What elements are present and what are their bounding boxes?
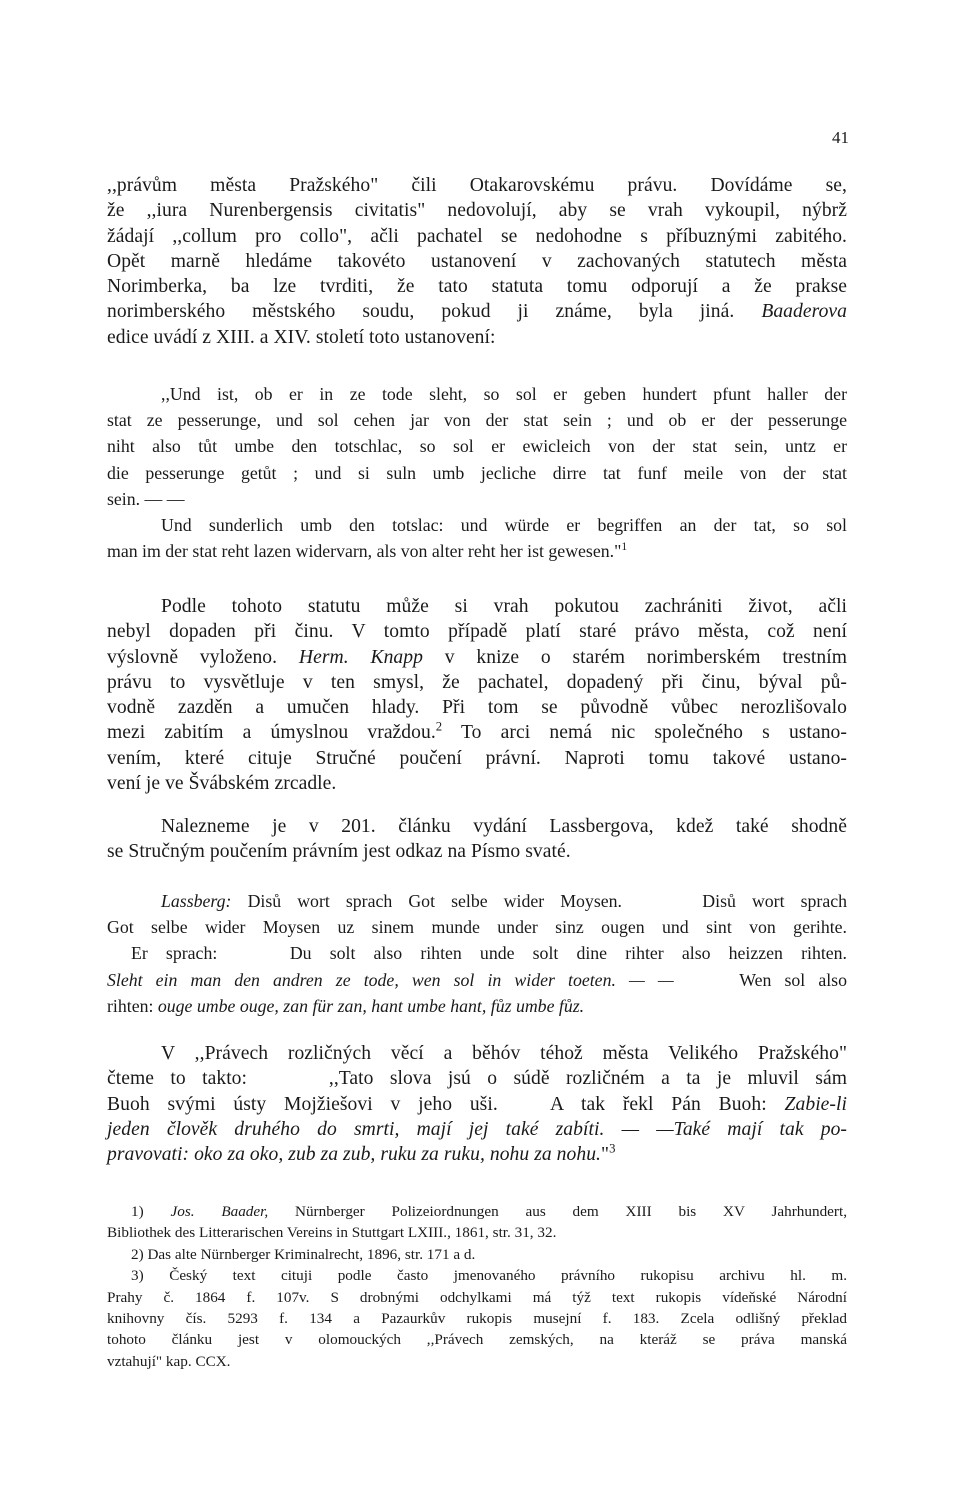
- text-segment: Das alte Nürnberger Kriminalrecht, 1896, str. 171 a d.: [147, 1245, 476, 1263]
- text-segment: Buoh svými ústy Mojžiešovi v jeho uši. A tak řekl Pán Buoh:: [107, 1093, 767, 1115]
- quote-line: [107, 888, 847, 914]
- footnote-line: knihovny čís. 5293 f. 134 a Pazaurkův rukopis musejní f. 183. Zcela odlišný překlad: [107, 1310, 847, 1328]
- footnote-line: Bibliothek des Litterarischen Vereins in Stuttgart LXIII., 1861, str. 31, 32.: [107, 1224, 557, 1242]
- quote-line: [107, 967, 847, 993]
- author-name: Herm. Knapp: [298, 646, 423, 668]
- footnotes: [107, 1201, 847, 1372]
- text-line: edice uvádí z XIII. a XIV. století toto ustanovení:: [107, 326, 496, 348]
- quote-line: die pesserunge getůt ; und si suln umb jecliche dirre tat funf meile von der stat: [107, 462, 847, 483]
- text-segment: rihten:: [107, 995, 154, 1016]
- text-segment: Disů wort sprach Got selbe wider Moysen. Disů wort sprach: [247, 891, 848, 911]
- text-line: [107, 299, 847, 324]
- text-segment: mezi zabitím a úmyslnou vraždou.: [107, 722, 436, 744]
- text-line: Nalezneme je v 201. článku vydání Lassbergova, kdež také shodně: [161, 816, 847, 837]
- text-segment: norimberského městského soudu, pokud ji známe, byla jiná.: [107, 301, 735, 323]
- text-line: se Stručným poučením právním jest odkaz na Písmo svaté.: [107, 841, 571, 863]
- text-segment: ": [601, 1144, 610, 1166]
- footnote-line: vztahují" kap. CCX.: [107, 1352, 231, 1370]
- text-line: V ,,Právech rozličných věcí a běhóv téhož města Velikého Pražského": [161, 1043, 847, 1064]
- quote-line: ,,Und ist, ob er in ze tode sleht, so sol er geben hundert pfunt haller der: [161, 384, 847, 404]
- quote-line: Und sunderlich umb den totslac: und würde er begriffen an der tat, so sol: [161, 515, 847, 536]
- text-line: čteme to takto: ,,Tato slova jsú o súdě rozličném a ta je mluvil sám: [107, 1068, 847, 1090]
- footnote-1: [107, 1201, 847, 1222]
- text-line: [107, 645, 847, 670]
- text-line: [107, 720, 847, 745]
- footnote-ref: 1: [621, 540, 628, 554]
- footnote-ref: 2: [435, 719, 443, 734]
- text-segment: v knize o starém norimberském trestním: [444, 646, 847, 668]
- footnote-mark: 3): [131, 1267, 144, 1285]
- footnote-line: tohoto článku jest v olomouckých ,,Právech zemských, na kteráž se práva manská: [107, 1331, 847, 1349]
- text-segment: Zabie-li: [784, 1093, 847, 1115]
- text-line: nebyl dopaden při činu. V tomto případě platí staré právo města, což není: [107, 621, 847, 643]
- text-line: Opět marně hledáme takovéto ustanovení v zachovaných statutech města: [107, 250, 847, 272]
- text-line: [107, 1092, 847, 1117]
- paragraph-4: [107, 1041, 847, 1167]
- quote-lassberg: [107, 888, 847, 1019]
- quote-line: [107, 538, 847, 564]
- text-line: právu to vysvětluje v ten smysl, že pachatel, dopadený při činu, býval pů-: [107, 671, 847, 693]
- text-segment: ouge umbe ouge, zan für zan, hant umbe hant, fůz umbe fůz.: [157, 995, 585, 1016]
- text-segment: Wen sol also: [739, 969, 847, 990]
- text-line: [107, 1142, 847, 1167]
- paragraph-3: [107, 814, 847, 865]
- source-name: Lassberg:: [161, 891, 232, 911]
- text-line: že ,,iura Nurenbergensis civitatis" nedovolují, aby se vrah vykoupil, nýbrž: [107, 200, 847, 222]
- text-segment: Sleht ein man den andren ze tode, wen sol in wider toeten. — —: [107, 969, 674, 990]
- quote-line: stat ze pesserunge, und sol cehen jar von der stat sein ; und ob er der pesserunge: [107, 410, 847, 431]
- text-segment: pravovati: oko za oko, zub za zub, ruku za ruku, nohu za nohu.: [107, 1144, 602, 1166]
- quote-line: [107, 993, 847, 1019]
- text-segment: man im der stat reht lazen widervarn, als von alter reht her ist gewesen.": [107, 541, 622, 562]
- paragraph-1: [107, 173, 847, 350]
- text-line: ,,právům města Pražského" čili Otakarovskému právu. Dovídáme se,: [107, 175, 847, 196]
- author-name: Jos. Baader,: [170, 1203, 269, 1220]
- text-line: vení je ve Švábském zrcadle.: [107, 773, 337, 795]
- text-line: Norimberka, ba lze tvrditi, že tato statuta tomu odporují a že prakse: [107, 276, 847, 298]
- footnote-2: [107, 1244, 847, 1265]
- footnote-mark: 1): [131, 1203, 144, 1220]
- text-segment: Nürnberger Polizeiordnungen aus dem XIII bis XV Jahrhundert,: [295, 1203, 848, 1220]
- text-segment: jeden člověk druhého do smrti, mají jej také zabíti. — —Také mají tak po-: [107, 1118, 847, 1140]
- page-number: 41: [832, 128, 849, 147]
- footnote-3: [107, 1265, 847, 1286]
- footnote-mark: 2): [131, 1245, 144, 1263]
- text-line: Podle tohoto statutu může si vrah pokutou zachrániti život, ačli: [161, 596, 847, 617]
- text-segment: To arci nemá nic společného s ustano-: [461, 722, 847, 744]
- text-line: žádají ,,collum pro collo", ačli pachatel se nedohodne s příbuznými zabitého.: [107, 225, 847, 247]
- quote-line: Er sprach: Du solt also rihten unde solt dine rihter also heizzen rihten.: [131, 943, 847, 964]
- author-name: Baaderova: [761, 301, 848, 323]
- text-segment: výslovně vyloženo.: [107, 646, 278, 668]
- quote-line: Got selbe wider Moysen uz sinem munde under sinz ougen und sint von gerihte.: [107, 917, 847, 938]
- paragraph-2: [107, 594, 847, 796]
- quote-german-statute: [107, 381, 847, 564]
- quote-line: niht also tůt umbe den totschlac, so sol er ewicleich von der stat sein, untz er: [107, 436, 847, 457]
- text-line: vením, které cituje Stručné poučení právní. Naproti tomu takové ustano-: [107, 747, 847, 769]
- quote-line: sein. — —: [107, 488, 185, 509]
- text-line: [107, 1117, 847, 1142]
- footnote-ref: 3: [609, 1141, 616, 1156]
- text-line: vodně zazděn a umučen hlady. Při tom se původně vůbec nerozlišovalo: [107, 697, 847, 719]
- text-segment: Český text cituji podle často jmenovaného právního rukopisu archivu hl. m.: [169, 1267, 848, 1285]
- footnote-line: Prahy č. 1864 f. 107v. S drobnými odchylkami má týž text rukopis vídeňské Národní: [107, 1288, 847, 1306]
